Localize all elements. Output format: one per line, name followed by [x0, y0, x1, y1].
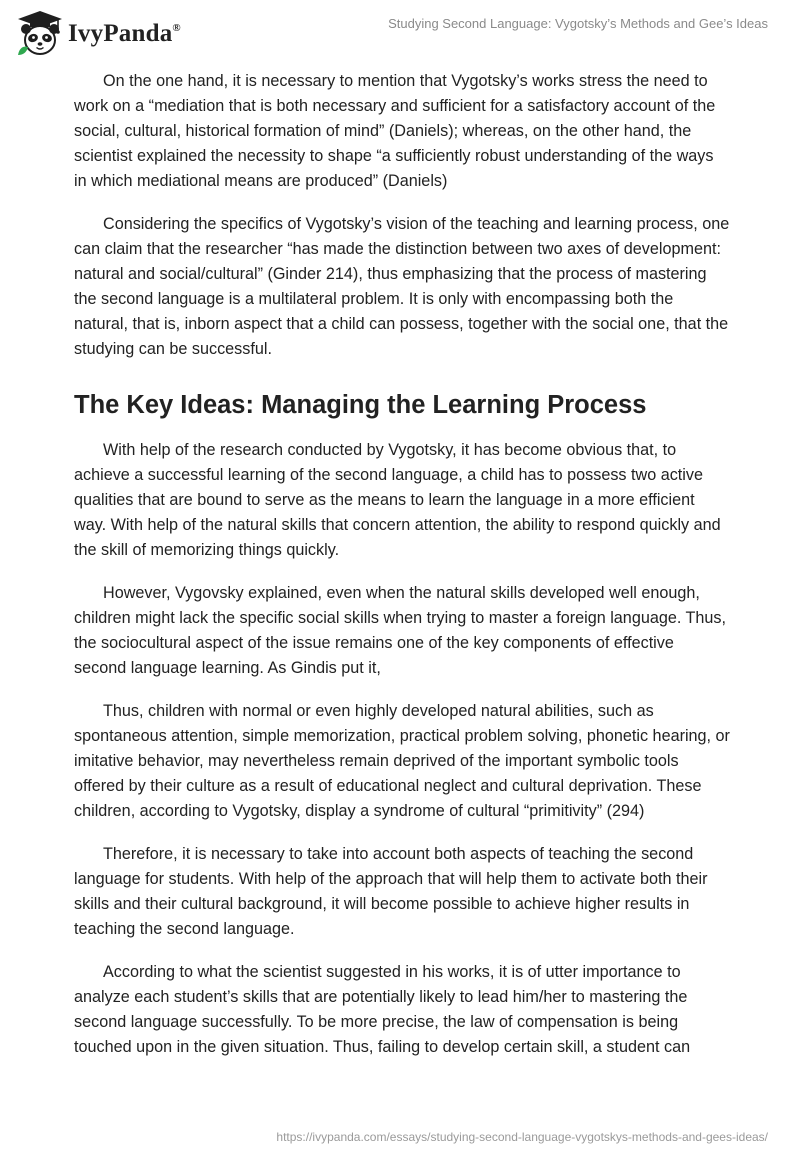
section-heading: The Key Ideas: Managing the Learning Process	[74, 391, 647, 419]
logo-text: IvyPanda®	[68, 20, 181, 47]
essay-body	[74, 69, 730, 1078]
page-header	[0, 0, 800, 60]
paragraph: According to what the scientist suggested in his works, it is of utter importance to analyze each student’s skills that are potentially likely to lead him/her to mastering the second language successfully. To be more precise, the law of compensation is being touched upon in the given situation. Thus, failing to develop certain skill, a student can	[74, 963, 691, 1056]
paragraph: On the one hand, it is necessary to mention that Vygotsky’s works stress the need to work on a “mediation that is both necessary and sufficient for a satisfactory account of the social, cultural, historical formation of mind” (Daniels); whereas, on the other hand, the scientist explained the necessity to shape “a sufficiently robust understanding of the ways in which mediational means are produced” (Daniels)	[74, 72, 716, 190]
source-url[interactable]: https://ivypanda.com/essays/studying-second-language-vygotskys-methods-and-gees-ideas/	[276, 1130, 768, 1144]
ivypanda-logo[interactable]	[14, 9, 181, 59]
document-title: Studying Second Language: Vygotsky’s Methods and Gee’s Ideas	[388, 16, 768, 31]
block-quote: Thus, children with normal or even highly developed natural abilities, such as spontaneous attention, simple memorization, practical problem solving, phonetic hearing, or imitative behavior, may nevertheless remain deprived of the important symbolic tools offered by their culture as a result of educational neglect and cultural deprivation. These children, according to Vygotsky, display a syndrome of cultural “primitivity” (294)	[74, 702, 730, 820]
paragraph: Therefore, it is necessary to take into account both aspects of teaching the second language for students. With help of the approach that will help them to activate both their skills and their cultural background, it will become possible to achieve higher results in teaching the second language.	[74, 845, 708, 938]
panda-graduate-icon	[14, 9, 66, 59]
registered-mark: ®	[172, 22, 181, 34]
paragraph: With help of the research conducted by Vygotsky, it has become obvious that, to achieve a successful learning of the second language, a child has to possess two active qualities that are bound to serve as the means to learn the language in a more efficient way. With help of the natural skills that concern attention, the ability to respond quickly and the skill of memorizing things quickly.	[74, 441, 721, 559]
paragraph: Considering the specifics of Vygotsky’s vision of the teaching and learning process, one can claim that the researcher “has made the distinction between two axes of development: natural and social/cultural” (Ginder 214), thus emphasizing that the process of mastering the second language is a multilateral problem. It is only with encompassing both the natural, that is, inborn aspect that a child can possess, together with the social one, that the studying can be successful.	[74, 215, 730, 358]
paragraph: However, Vygovsky explained, even when the natural skills developed well enough, children might lack the specific social skills when trying to master a foreign language. Thus, the sociocultural aspect of the issue remains one of the key components of effective second language learning. As Gindis put it,	[74, 584, 727, 677]
